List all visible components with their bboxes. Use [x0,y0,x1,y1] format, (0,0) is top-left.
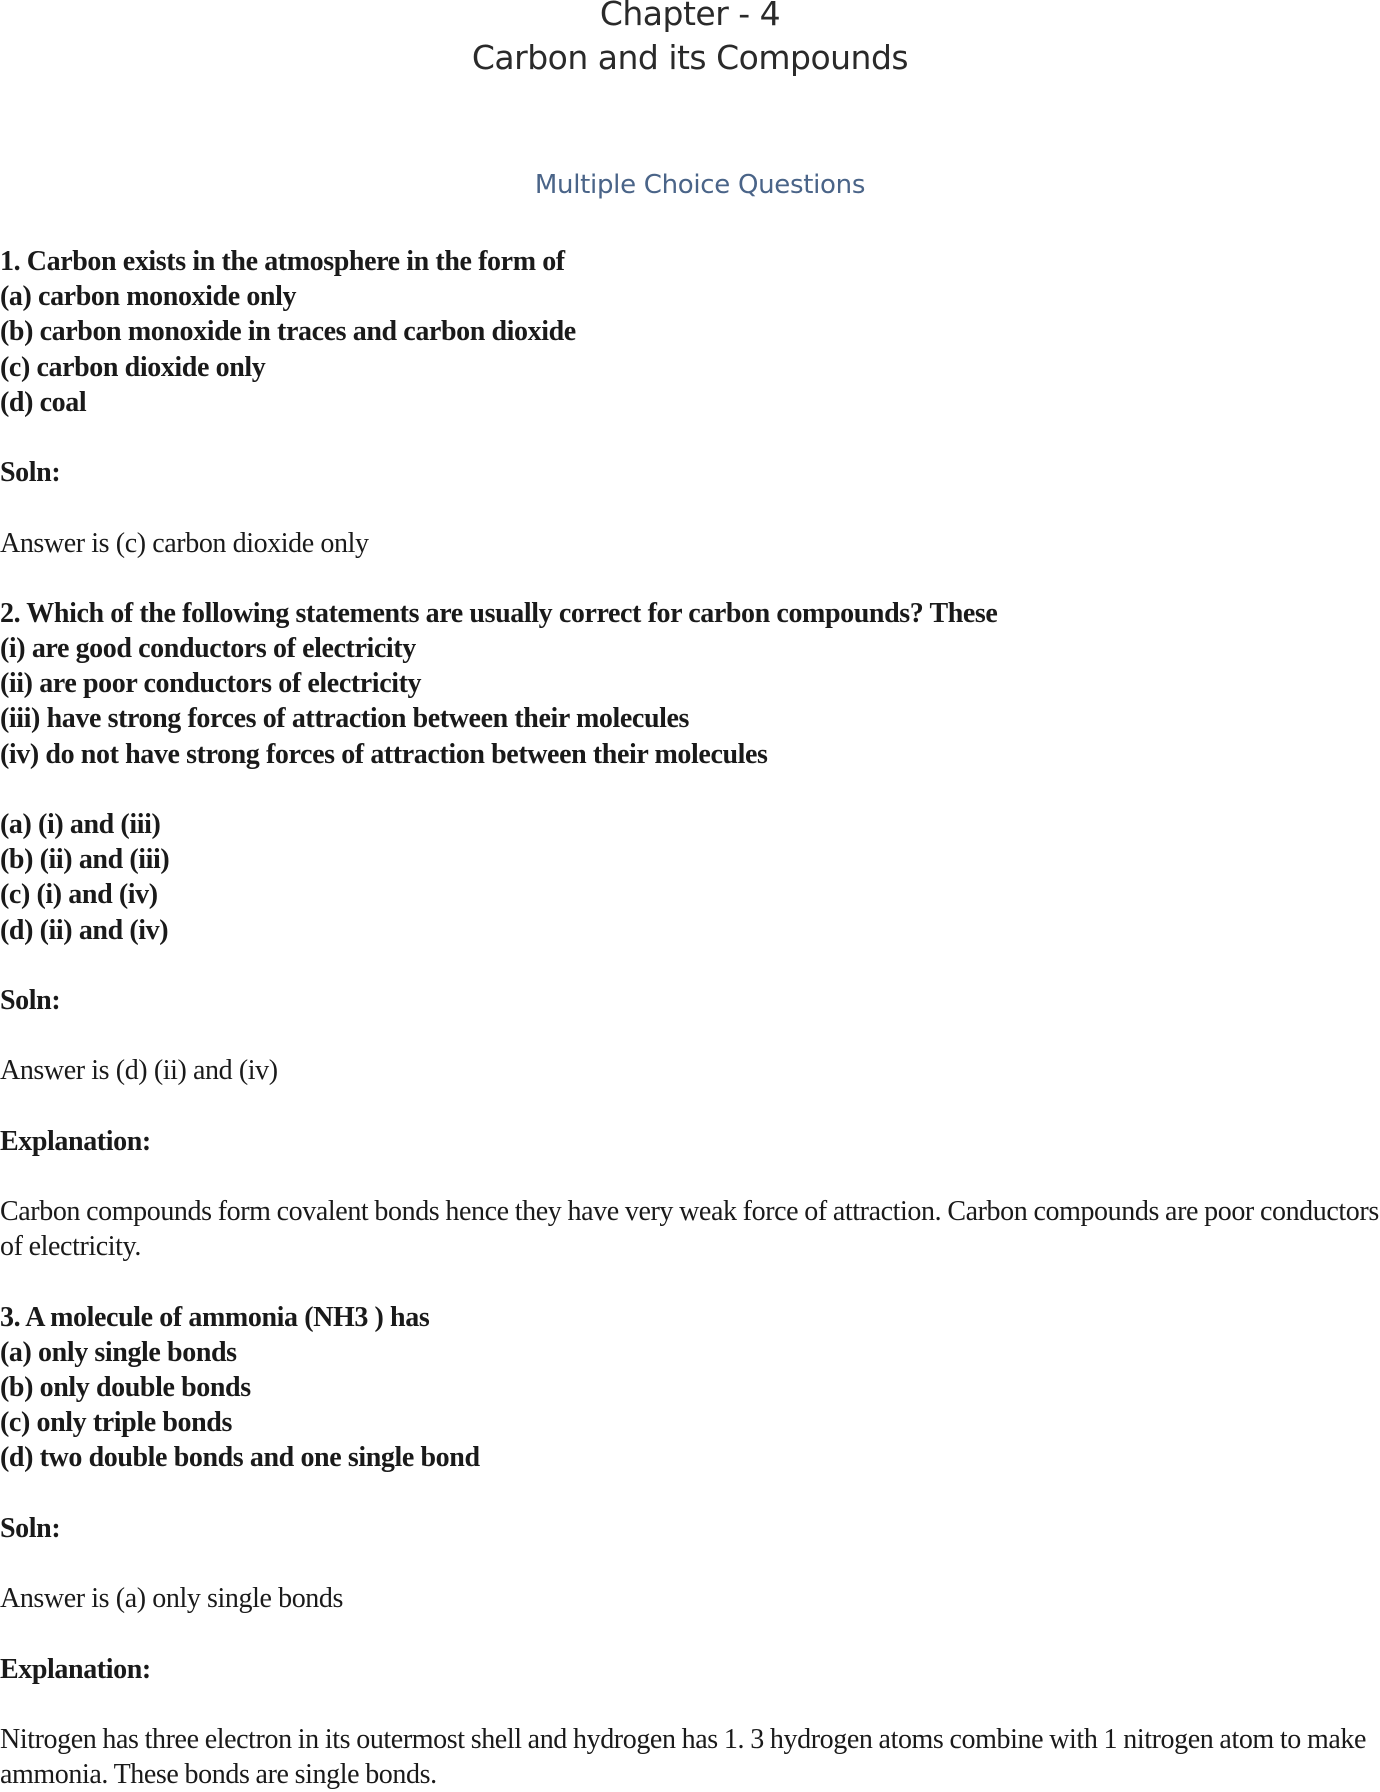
explanation-text: Nitrogen has three electron in its outermost shell and hydrogen has 1. 3 hydrogen atoms combine with 1 nitrogen atom to make ammonia. These bonds are single bonds. [0,1723,1367,1791]
soln-label: Soln: [0,1512,61,1544]
explanation-label: Explanation: [0,1125,151,1157]
explanation-label: Explanation: [0,1653,151,1685]
answer-text: Answer is (d) (ii) and (iv) [0,1055,278,1087]
soln-label: Soln: [0,984,61,1016]
question-3 [0,1300,1380,1792]
option: (b) (ii) and (iii) [0,844,170,876]
document-body [0,244,1380,1792]
answer-text: Answer is (c) carbon dioxide only [0,527,369,559]
statement: (i) are good conductors of electricity [0,633,416,665]
option: (d) coal [0,386,87,418]
option: (c) only triple bonds [0,1407,232,1439]
option: (b) only double bonds [0,1372,251,1404]
statement: (iv) do not have strong forces of attraction between their molecules [0,738,768,770]
question-text: 2. Which of the following statements are usually correct for carbon compounds? These [0,597,998,629]
chapter-title: Carbon and its Compounds [471,38,909,77]
statement: (iii) have strong forces of attraction between their molecules [0,703,690,735]
option: (d) two double bonds and one single bond [0,1442,480,1474]
question-2 [0,596,1380,1300]
option: (c) carbon dioxide only [0,351,266,383]
question-text: 1. Carbon exists in the atmosphere in the form of [0,246,565,277]
chapter-number: Chapter - 4 [599,0,781,33]
question-1 [0,244,1380,596]
statement: (ii) are poor conductors of electricity [0,668,422,700]
option: (b) carbon monoxide in traces and carbon dioxide [0,316,576,348]
option: (a) (i) and (iii) [0,809,161,840]
explanation-text: Carbon compounds form covalent bonds hence they have very weak force of attraction. Carbon compounds are poor conductors of electricity. [0,1196,1379,1263]
option: (a) only single bonds [0,1336,237,1368]
section-heading: Multiple Choice Questions [534,170,866,200]
option: (d) (ii) and (iv) [0,914,169,946]
question-text: 3. A molecule of ammonia (NH3 ) has [0,1301,430,1333]
option: (c) (i) and (iv) [0,879,158,911]
option: (a) carbon monoxide only [0,281,297,313]
soln-label: Soln: [0,457,61,489]
answer-text: Answer is (a) only single bonds [0,1583,344,1615]
